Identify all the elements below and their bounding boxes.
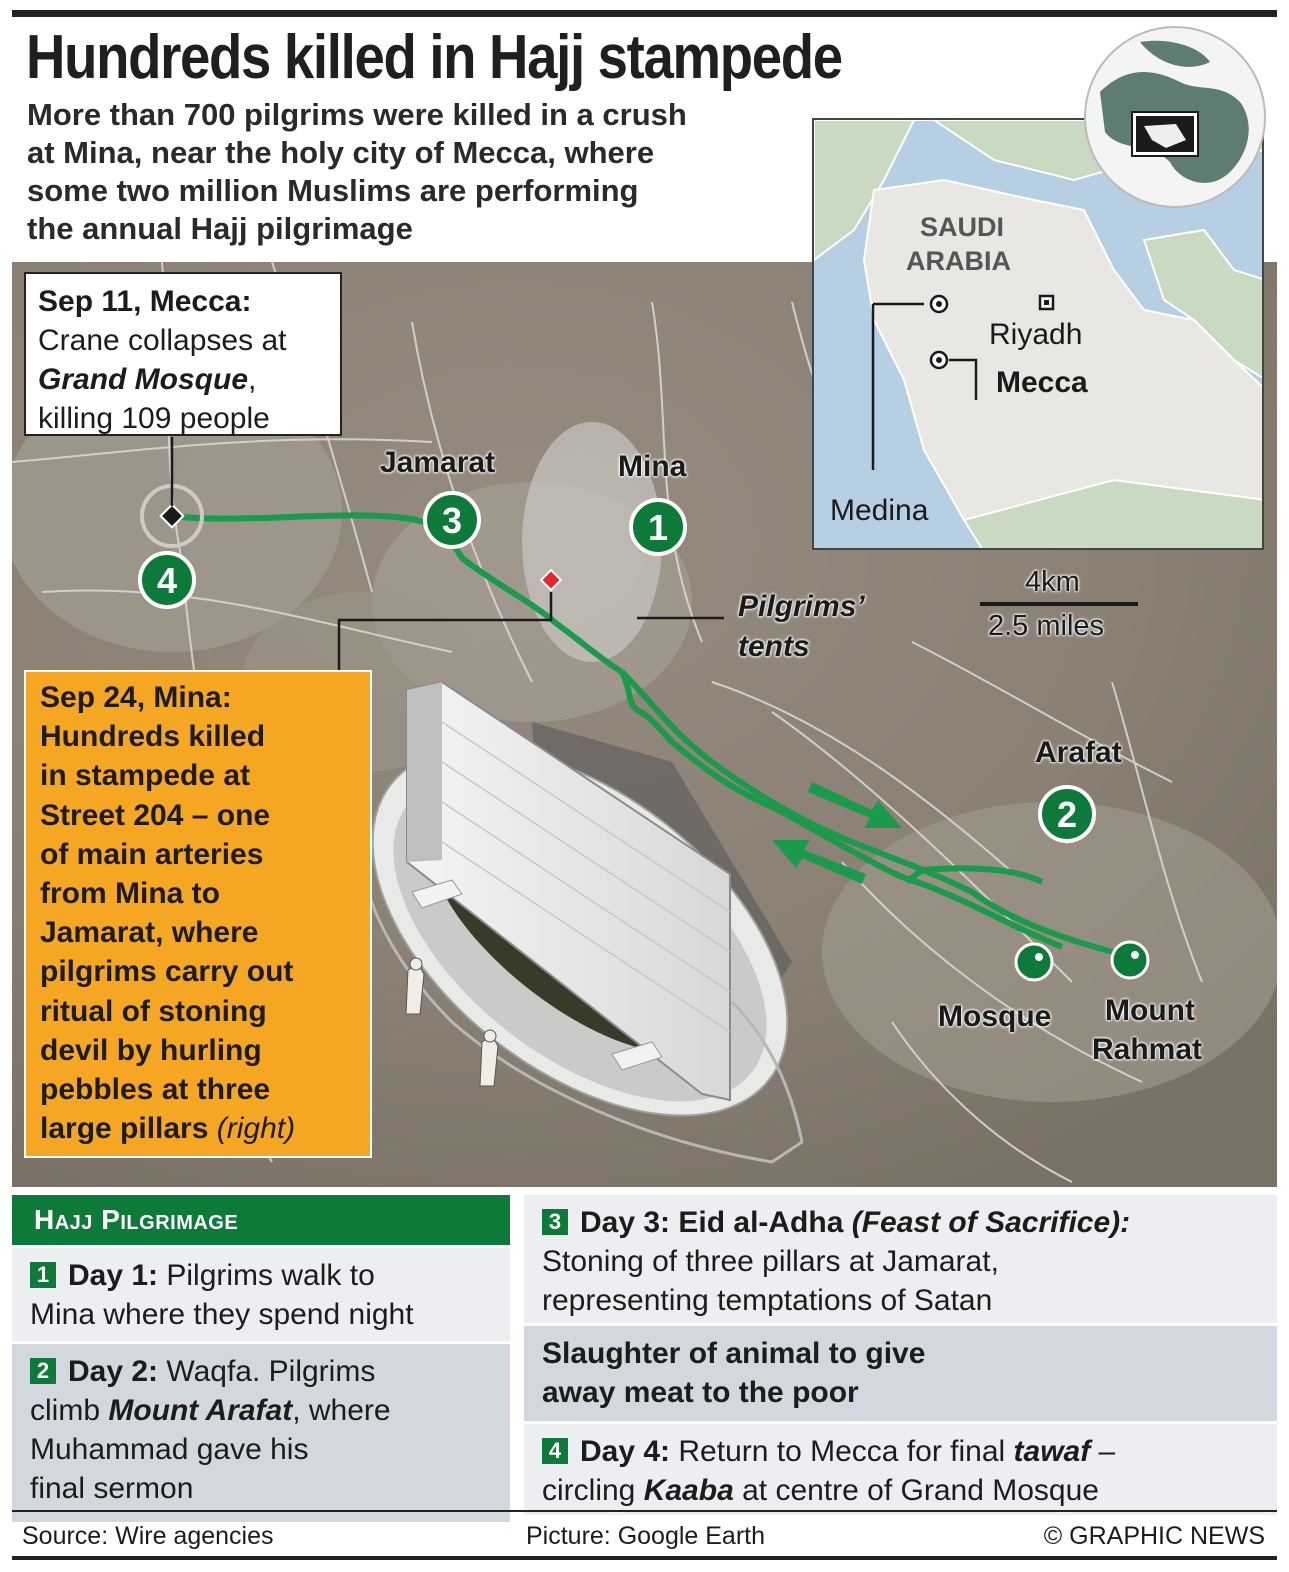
label-pilgrims-tents-line2: tents (738, 630, 810, 663)
page-title: Hundreds killed in Hajj stampede (26, 23, 842, 92)
marker-1 (631, 500, 685, 554)
day1-badge: 1 (30, 1262, 56, 1288)
mount-rahmat-dot (1112, 942, 1148, 978)
marker-3 (425, 493, 479, 547)
svg-text:2: 2 (1056, 794, 1078, 835)
inset-label-mecca: Mecca (996, 366, 1088, 399)
inset-label-arabia: ARABIA (906, 246, 1011, 276)
day2-row: 2 Day 2: Waqfa. Pilgrims climb Mount Arafat, where Muhammad gave his final sermon (12, 1344, 510, 1522)
inset-label-medina: Medina (830, 494, 929, 527)
day4-row: 4 Day 4: Return to Mecca for final tawaf – circling Kaaba at centre of Grand Mosque (524, 1424, 1277, 1515)
scale-miles: 2.5 miles (988, 610, 1105, 642)
graphic-news-credit: © GRAPHIC NEWS (1043, 1522, 1265, 1550)
picture-credit: Picture: Google Earth (526, 1522, 766, 1550)
label-jamarat: Jamarat (380, 446, 496, 479)
stampede-callout: Sep 24, Mina: Hundreds killed in stampede at Street 204 – one of main arteries from Mina to Jamarat, where pilgrims carry out ritual of stoning devil by hurling pebbles at three large pillars (right) (24, 670, 372, 1158)
hajj-pilgrimage-heading: Hajj Pilgrimage (12, 1195, 510, 1245)
day4-badge: 4 (542, 1438, 568, 1464)
label-mosque: Mosque (938, 1000, 1052, 1033)
bottom-rule (12, 1556, 1277, 1560)
svg-text:3: 3 (441, 500, 463, 541)
inset-label-saudi: SAUDI (920, 212, 1005, 242)
hajj-table-right (524, 1195, 1277, 1515)
svg-text:1: 1 (647, 507, 669, 548)
day3-badge: 3 (542, 1209, 568, 1235)
day1-row: 1 Day 1: Pilgrims walk to Mina where they spend night (12, 1248, 510, 1341)
label-pilgrims-tents-line1: Pilgrims’ (738, 590, 865, 623)
slaughter-row: Slaughter of animal to give away meat to the poor (524, 1326, 1277, 1421)
label-arafat: Arafat (1035, 736, 1122, 769)
label-mina: Mina (618, 450, 687, 483)
crane-collapse-callout: Sep 11, Mecca: Crane collapses at Grand Mosque, killing 109 people (24, 272, 342, 436)
day3-row: 3 Day 3: Eid al-Adha (Feast of Sacrifice): Stoning of three pillars at Jamarat, representing temptations of Satan (524, 1195, 1277, 1323)
marker-2 (1040, 787, 1094, 841)
day2-badge: 2 (30, 1358, 56, 1384)
marker-4 (140, 553, 194, 607)
subtitle: More than 700 pilgrims were killed in a crush at Mina, near the holy city of Mecca, where some two million Muslims are performing the annual Hajj pilgrimage (27, 97, 687, 246)
label-mount-rahmat-line1: Mount (1105, 994, 1195, 1027)
svg-text:4: 4 (156, 560, 178, 601)
mosque-dot (1016, 944, 1052, 980)
source-credit: Source: Wire agencies (22, 1522, 274, 1550)
label-mount-rahmat-line2: Rahmat (1092, 1033, 1203, 1066)
top-rule (12, 10, 1277, 17)
hajj-table-left (12, 1195, 510, 1522)
globe-icon (1080, 22, 1270, 212)
inset-label-riyadh: Riyadh (989, 318, 1083, 351)
scale-km: 4km (1025, 566, 1080, 598)
